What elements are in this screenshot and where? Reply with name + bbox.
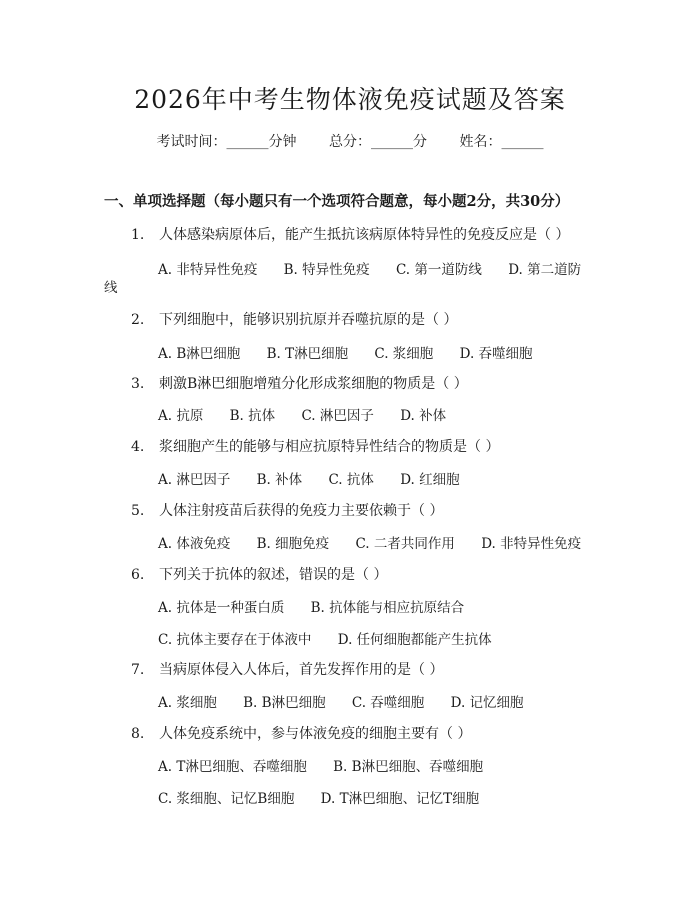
option-a: A. T淋巴细胞、吞噬细胞: [158, 759, 307, 775]
question-3: [131, 373, 468, 393]
option-a: A. 浆细胞: [158, 695, 217, 711]
question-text: 当病原体侵入人体后，首先发挥作用的是（ ）: [159, 662, 444, 678]
question-text: 刺激B淋巴细胞增殖分化形成浆细胞的物质是（ ）: [159, 376, 468, 392]
option-c: C. 浆细胞: [374, 346, 434, 362]
option-a: A. 抗原: [158, 408, 204, 424]
question-5: [131, 500, 443, 520]
exam-info-line: [0, 131, 700, 151]
question-text: 下列关于抗体的叙述，错误的是（ ）: [159, 567, 388, 583]
option-c: C. 淋巴因子: [301, 408, 374, 424]
exam-score: 总分：______分: [329, 134, 427, 150]
question-4: [131, 436, 499, 456]
options-8-row-2: [158, 787, 501, 807]
options-5: [158, 532, 581, 552]
option-c: C. 抗体: [328, 472, 374, 488]
option-wrap-text: 线: [104, 280, 118, 296]
question-number: 6.: [131, 567, 145, 583]
exam-time: 考试时间：______分钟: [156, 134, 297, 150]
question-1: [131, 224, 569, 244]
question-7: [131, 659, 443, 679]
page-title: 2026年中考生物体液免疫试题及答案: [134, 85, 566, 114]
option-d: D. 补体: [400, 408, 447, 424]
question-number: 7.: [131, 662, 145, 678]
question-6: [131, 564, 387, 584]
question-number: 4.: [131, 439, 145, 455]
option-d: D. 红细胞: [400, 472, 460, 488]
option-c: C. 浆细胞、记忆B细胞: [158, 791, 295, 807]
option-a: A. 抗体是一种蛋白质: [158, 600, 285, 616]
options-7: [158, 691, 546, 711]
options-8-row-1: [158, 755, 505, 775]
option-c: C. 吞噬细胞: [351, 695, 425, 711]
options-6-row-2: [158, 628, 514, 648]
option-a: A. 淋巴因子: [158, 472, 231, 488]
question-text: 人体感染病原体后，能产生抵抗该病原体特异性的免疫反应是（ ）: [159, 227, 570, 243]
option-d: D. 记忆细胞: [450, 695, 524, 711]
question-number: 5.: [131, 503, 145, 519]
options-3: [158, 404, 468, 424]
option-b: B. B淋巴细胞、吞噬细胞: [333, 759, 484, 775]
option-b: B. 特异性免疫: [283, 262, 370, 278]
question-number: 2.: [131, 312, 145, 328]
options-6-row-1: [158, 596, 486, 616]
option-a: A. B淋巴细胞: [158, 346, 241, 362]
question-text: 人体注射疫苗后获得的免疫力主要依赖于（ ）: [159, 503, 444, 519]
option-d: D. 第二道防: [508, 262, 582, 278]
section-heading: 一、单项选择题（每小题只有一个选项符合题意，每小题2分，共30分）: [104, 193, 570, 210]
question-number: 8.: [131, 726, 145, 742]
question-text: 下列细胞中，能够识别抗原并吞噬抗原的是（ ）: [159, 312, 458, 328]
option-b: B. 抗体: [229, 408, 276, 424]
option-c: C. 抗体主要存在于体液中: [158, 632, 312, 648]
option-d: D. 非特异性免疫: [481, 536, 582, 552]
option-a: A. 非特异性免疫: [158, 262, 258, 278]
options-1: [158, 258, 581, 278]
option-b: B. 细胞免疫: [256, 536, 330, 552]
question-text: 浆细胞产生的能够与相应抗原特异性结合的物质是（ ）: [159, 439, 500, 455]
option-d: D. T淋巴细胞、记忆T细胞: [320, 791, 480, 807]
question-number: 3.: [131, 376, 145, 392]
question-8: [131, 723, 471, 743]
option-b: B. B淋巴细胞: [243, 695, 326, 711]
question-number: 1.: [131, 227, 145, 243]
question-text: 人体免疫系统中，参与体液免疫的细胞主要有（ ）: [159, 726, 472, 742]
option-b: B. 抗体能与相应抗原结合: [310, 600, 465, 616]
question-2: [131, 309, 457, 329]
option-b: B. T淋巴细胞: [266, 346, 349, 362]
exam-name: 姓名：______: [459, 134, 544, 150]
option-d: D. 吞噬细胞: [459, 346, 533, 362]
option-c: C. 第一道防线: [395, 262, 482, 278]
options-2: [158, 342, 555, 362]
option-c: C. 二者共同作用: [355, 536, 455, 552]
option-a: A. 体液免疫: [158, 536, 231, 552]
option-d: D. 任何细胞都能产生抗体: [337, 632, 492, 648]
option-b: B. 补体: [256, 472, 303, 488]
options-4: [158, 468, 482, 488]
